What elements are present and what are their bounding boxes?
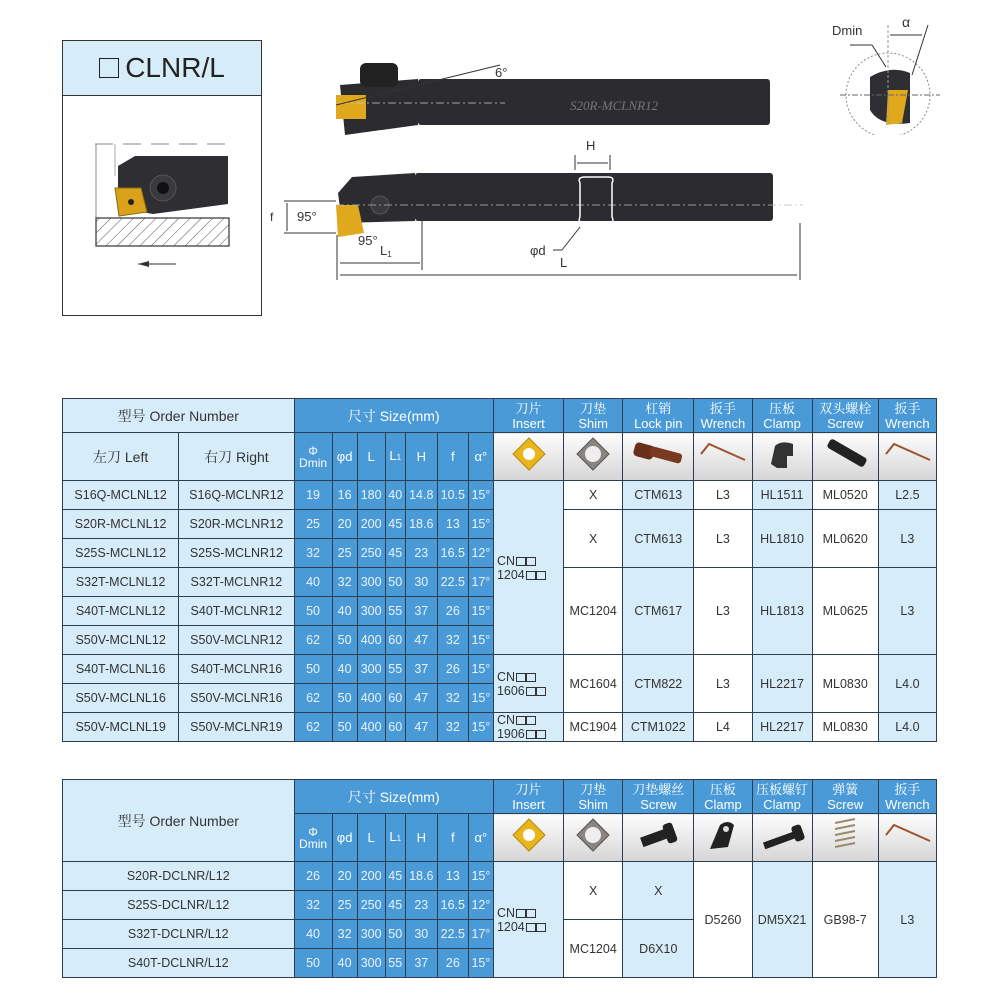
- order-number-header: 型号 Order Number: [63, 399, 295, 433]
- angle-95-side: 95°: [297, 209, 317, 224]
- table-cell: HL2217: [752, 655, 812, 713]
- wrench-icon-2: [878, 433, 936, 481]
- table-cell: CTM1022: [623, 713, 694, 742]
- table-cell: S32T-MCLNL12: [63, 568, 179, 597]
- table-cell: X: [564, 862, 623, 920]
- table-cell: MC1604: [564, 655, 623, 713]
- L-header-2: L: [357, 814, 385, 862]
- table-cell: HL1511: [752, 481, 812, 510]
- left-header: 左刀 Left: [63, 433, 179, 481]
- table-cell: L3: [694, 481, 752, 510]
- H-header-2: H: [405, 814, 437, 862]
- table-cell: 40: [294, 920, 332, 949]
- insert-icon: [493, 433, 563, 481]
- col-clamp: 压板 Clamp: [752, 399, 812, 433]
- angle-95-bottom: 95°: [358, 233, 378, 248]
- table-cell: 60: [385, 713, 405, 742]
- table-cell: 15°: [468, 597, 493, 626]
- table-cell: S32T-MCLNR12: [179, 568, 294, 597]
- dim-L1-label: L1: [380, 243, 392, 259]
- table-cell: S16Q-MCLNL12: [63, 481, 179, 510]
- table-cell: 30: [405, 568, 437, 597]
- table-cell: 15°: [468, 655, 493, 684]
- table-cell: ML0520: [812, 481, 878, 510]
- table-cell: 32: [437, 626, 468, 655]
- table-cell: 47: [405, 713, 437, 742]
- table-cell: 62: [294, 626, 332, 655]
- table-cell: D5260: [694, 862, 752, 978]
- table-cell: 50: [385, 920, 405, 949]
- table-cell: 16.5: [437, 539, 468, 568]
- col-lock-pin: 杠销 Lock pin: [623, 399, 694, 433]
- table-cell: 15°: [468, 626, 493, 655]
- table-cell: CTM617: [623, 568, 694, 655]
- shim-icon: [564, 433, 623, 481]
- dmin-header: Φ Dmin: [294, 433, 332, 481]
- table-cell: 60: [385, 684, 405, 713]
- table-cell: 400: [357, 713, 385, 742]
- table-cell: MC1204: [564, 920, 623, 978]
- table-cell: 32: [332, 920, 357, 949]
- table-cell: CTM613: [623, 481, 694, 510]
- table-cell: D6X10: [623, 920, 694, 978]
- dim-L-label: L: [560, 255, 568, 270]
- table-cell: 37: [405, 597, 437, 626]
- angle-6-label: 6°: [495, 65, 508, 80]
- alpha-label: α: [902, 14, 911, 30]
- table-cell: S50V-MCLNR19: [179, 713, 294, 742]
- order-number-header-2: 型号 Order Number: [63, 780, 295, 862]
- table-cell: S32T-DCLNR/L12: [63, 920, 295, 949]
- table-cell: S16Q-MCLNR12: [179, 481, 294, 510]
- table-row: [63, 862, 937, 891]
- table-cell: 25: [332, 539, 357, 568]
- insert-code-1606: CN 1606: [493, 655, 563, 713]
- table-cell: 37: [405, 655, 437, 684]
- table-cell: 10.5: [437, 481, 468, 510]
- col-shim-2: 刀垫 Shim: [564, 780, 623, 814]
- table-cell: 62: [294, 713, 332, 742]
- insert-icon: [493, 814, 563, 862]
- table-cell: 22.5: [437, 920, 468, 949]
- col-spring: 弹簧 Screw: [812, 780, 878, 814]
- table-cell: ML0620: [812, 510, 878, 568]
- table-cell: 20: [332, 862, 357, 891]
- table-cell: X: [564, 481, 623, 510]
- table-cell: 50: [332, 684, 357, 713]
- table-cell: HL1813: [752, 568, 812, 655]
- table-cell: ML0830: [812, 655, 878, 713]
- table-cell: 50: [294, 655, 332, 684]
- table-cell: S40T-MCLNL12: [63, 597, 179, 626]
- table-cell: S50V-MCLNL12: [63, 626, 179, 655]
- table-cell: 18.6: [405, 510, 437, 539]
- title-box: [62, 40, 262, 316]
- table-cell: 45: [385, 891, 405, 920]
- table-cell: 19: [294, 481, 332, 510]
- f-header-2: f: [437, 814, 468, 862]
- table-cell: HL1810: [752, 510, 812, 568]
- table-cell: 250: [357, 539, 385, 568]
- order-table-dclnr: [62, 779, 937, 978]
- table-cell: MC1904: [564, 713, 623, 742]
- table-cell: L3: [694, 568, 752, 655]
- size-header: 尺寸 Size(mm): [294, 399, 493, 433]
- table-cell: 300: [357, 597, 385, 626]
- col-shim: 刀垫 Shim: [564, 399, 623, 433]
- table-cell: 40: [385, 481, 405, 510]
- alpha-header-2: α°: [468, 814, 493, 862]
- table-row: [63, 713, 937, 742]
- table-cell: 47: [405, 684, 437, 713]
- table-cell: 55: [385, 655, 405, 684]
- table-cell: L4: [694, 713, 752, 742]
- right-header: 右刀 Right: [179, 433, 294, 481]
- col-insert-2: 刀片 Insert: [493, 780, 563, 814]
- table-cell: 18.6: [405, 862, 437, 891]
- f-header: f: [437, 433, 468, 481]
- table-cell: 22.5: [437, 568, 468, 597]
- table-cell: 30: [405, 920, 437, 949]
- shim-icon: [564, 814, 623, 862]
- dmin-label: Dmin: [832, 23, 863, 38]
- table-cell: MC1204: [564, 568, 623, 655]
- table-cell: 50: [332, 626, 357, 655]
- clamp-icon: [694, 814, 752, 862]
- table-cell: 16: [332, 481, 357, 510]
- table-cell: 50: [294, 597, 332, 626]
- clamp-icon: [752, 433, 812, 481]
- col-shim-screw: 刀垫螺丝 Screw: [623, 780, 694, 814]
- table-cell: S20R-MCLNR12: [179, 510, 294, 539]
- table-cell: 23: [405, 891, 437, 920]
- tool-dimension-drawing: [270, 55, 810, 280]
- table-cell: L3: [878, 862, 936, 978]
- table-cell: S25S-MCLNL12: [63, 539, 179, 568]
- table-cell: S40T-MCLNR16: [179, 655, 294, 684]
- table-cell: 250: [357, 891, 385, 920]
- screw-icon: [812, 433, 878, 481]
- table-cell: L3: [878, 568, 936, 655]
- table-cell: 45: [385, 539, 405, 568]
- table-row: [63, 655, 937, 684]
- table-cell: S40T-MCLNR12: [179, 597, 294, 626]
- dim-f-label: f: [270, 210, 274, 224]
- table-cell: L4.0: [878, 655, 936, 713]
- table-cell: 15°: [468, 949, 493, 978]
- boring-schematic: [63, 96, 261, 314]
- table-cell: 15°: [468, 510, 493, 539]
- table-cell: CTM613: [623, 510, 694, 568]
- table-cell: 26: [294, 862, 332, 891]
- table-cell: ML0625: [812, 568, 878, 655]
- table-cell: S40T-DCLNR/L12: [63, 949, 295, 978]
- table-cell: 16.5: [437, 891, 468, 920]
- insert-code-1204-2: CN 1204: [493, 862, 563, 978]
- col-clamp-2: 压板 Clamp: [694, 780, 752, 814]
- table-cell: 50: [385, 568, 405, 597]
- order-table-clnr: [62, 398, 937, 742]
- table-cell: 32: [437, 713, 468, 742]
- col-insert: 刀片 Insert: [493, 399, 563, 433]
- title-label: CLNR/L: [125, 52, 225, 83]
- col-screw: 双头螺栓 Screw: [812, 399, 878, 433]
- table-cell: S20R-MCLNL12: [63, 510, 179, 539]
- d-header: φd: [332, 433, 357, 481]
- table-cell: 55: [385, 949, 405, 978]
- col-wrench-2: 扳手 Wrench: [878, 399, 936, 433]
- table-cell: 32: [294, 539, 332, 568]
- table-cell: 55: [385, 597, 405, 626]
- table-cell: CTM822: [623, 655, 694, 713]
- table-cell: 12°: [468, 539, 493, 568]
- table-cell: 26: [437, 597, 468, 626]
- table-cell: L2.5: [878, 481, 936, 510]
- table-cell: 13: [437, 510, 468, 539]
- table-row: [63, 481, 937, 510]
- table-cell: 40: [294, 568, 332, 597]
- clamp-screw-icon: [752, 814, 812, 862]
- table-cell: 15°: [468, 862, 493, 891]
- table-cell: 50: [294, 949, 332, 978]
- table-cell: 45: [385, 862, 405, 891]
- shim-screw-icon: [623, 814, 694, 862]
- size-header-2: 尺寸 Size(mm): [294, 780, 493, 814]
- table-cell: 40: [332, 655, 357, 684]
- table-cell: 25: [294, 510, 332, 539]
- table-cell: 15°: [468, 684, 493, 713]
- table-cell: S50V-MCLNL16: [63, 684, 179, 713]
- L1-header-2: L1: [385, 814, 405, 862]
- table-cell: L3: [694, 655, 752, 713]
- table-cell: 60: [385, 626, 405, 655]
- table-cell: 62: [294, 684, 332, 713]
- table-cell: 17°: [468, 920, 493, 949]
- dim-phid-label: φd: [530, 243, 546, 258]
- table-cell: 37: [405, 949, 437, 978]
- table-cell: S40T-MCLNL16: [63, 655, 179, 684]
- dmin-detail-drawing: [830, 5, 990, 135]
- table-cell: GB98-7: [812, 862, 878, 978]
- table-cell: S25S-MCLNR12: [179, 539, 294, 568]
- table-cell: S25S-DCLNR/L12: [63, 891, 295, 920]
- table-cell: HL2217: [752, 713, 812, 742]
- table-cell: 200: [357, 862, 385, 891]
- dmin-header-2: Φ Dmin: [294, 814, 332, 862]
- spring-icon: [812, 814, 878, 862]
- table-cell: L3: [694, 510, 752, 568]
- table-cell: S50V-MCLNR16: [179, 684, 294, 713]
- table-cell: 300: [357, 949, 385, 978]
- table-cell: 180: [357, 481, 385, 510]
- table-cell: 15°: [468, 713, 493, 742]
- col-clamp-screw: 压板螺钉 Clamp: [752, 780, 812, 814]
- lock-pin-icon: [623, 433, 694, 481]
- table-cell: L4.0: [878, 713, 936, 742]
- table-cell: X: [564, 510, 623, 568]
- table-cell: 15°: [468, 481, 493, 510]
- alpha-header: α°: [468, 433, 493, 481]
- table-cell: 26: [437, 949, 468, 978]
- table-cell: 40: [332, 597, 357, 626]
- table-cell: 40: [332, 949, 357, 978]
- insert-code-1204: CN 1204: [493, 481, 563, 655]
- table-cell: ML0830: [812, 713, 878, 742]
- L1-header: L1: [385, 433, 405, 481]
- table-cell: 14.8: [405, 481, 437, 510]
- H-header: H: [405, 433, 437, 481]
- table-cell: 17°: [468, 568, 493, 597]
- title-header: [63, 41, 261, 96]
- table-cell: 300: [357, 655, 385, 684]
- table-cell: 32: [294, 891, 332, 920]
- table-cell: 25: [332, 891, 357, 920]
- table-cell: DM5X21: [752, 862, 812, 978]
- table-cell: 26: [437, 655, 468, 684]
- table-cell: X: [623, 862, 694, 920]
- table-cell: 12°: [468, 891, 493, 920]
- d-header-2: φd: [332, 814, 357, 862]
- table-cell: 400: [357, 684, 385, 713]
- table-cell: S50V-MCLNL19: [63, 713, 179, 742]
- col-wrench-3: 扳手 Wrench: [878, 780, 936, 814]
- table-cell: 32: [332, 568, 357, 597]
- table-cell: L3: [878, 510, 936, 568]
- dim-H-label: H: [586, 138, 596, 153]
- col-wrench: 扳手 Wrench: [694, 399, 752, 433]
- table-cell: 300: [357, 920, 385, 949]
- table-cell: 300: [357, 568, 385, 597]
- tool-marking: S20R-MCLNR12: [570, 98, 659, 113]
- table-cell: 32: [437, 684, 468, 713]
- table-cell: 47: [405, 626, 437, 655]
- wrench-icon: [878, 814, 936, 862]
- table-cell: 50: [332, 713, 357, 742]
- table-cell: 200: [357, 510, 385, 539]
- table-cell: 23: [405, 539, 437, 568]
- wrench-icon: [694, 433, 752, 481]
- checkbox-square-icon: [99, 58, 119, 78]
- table-cell: S50V-MCLNR12: [179, 626, 294, 655]
- insert-code-1906: CN 1906: [493, 713, 563, 742]
- L-header: L: [357, 433, 385, 481]
- table-cell: S20R-DCLNR/L12: [63, 862, 295, 891]
- table-cell: 13: [437, 862, 468, 891]
- table-cell: 20: [332, 510, 357, 539]
- table-cell: 400: [357, 626, 385, 655]
- table-cell: 45: [385, 510, 405, 539]
